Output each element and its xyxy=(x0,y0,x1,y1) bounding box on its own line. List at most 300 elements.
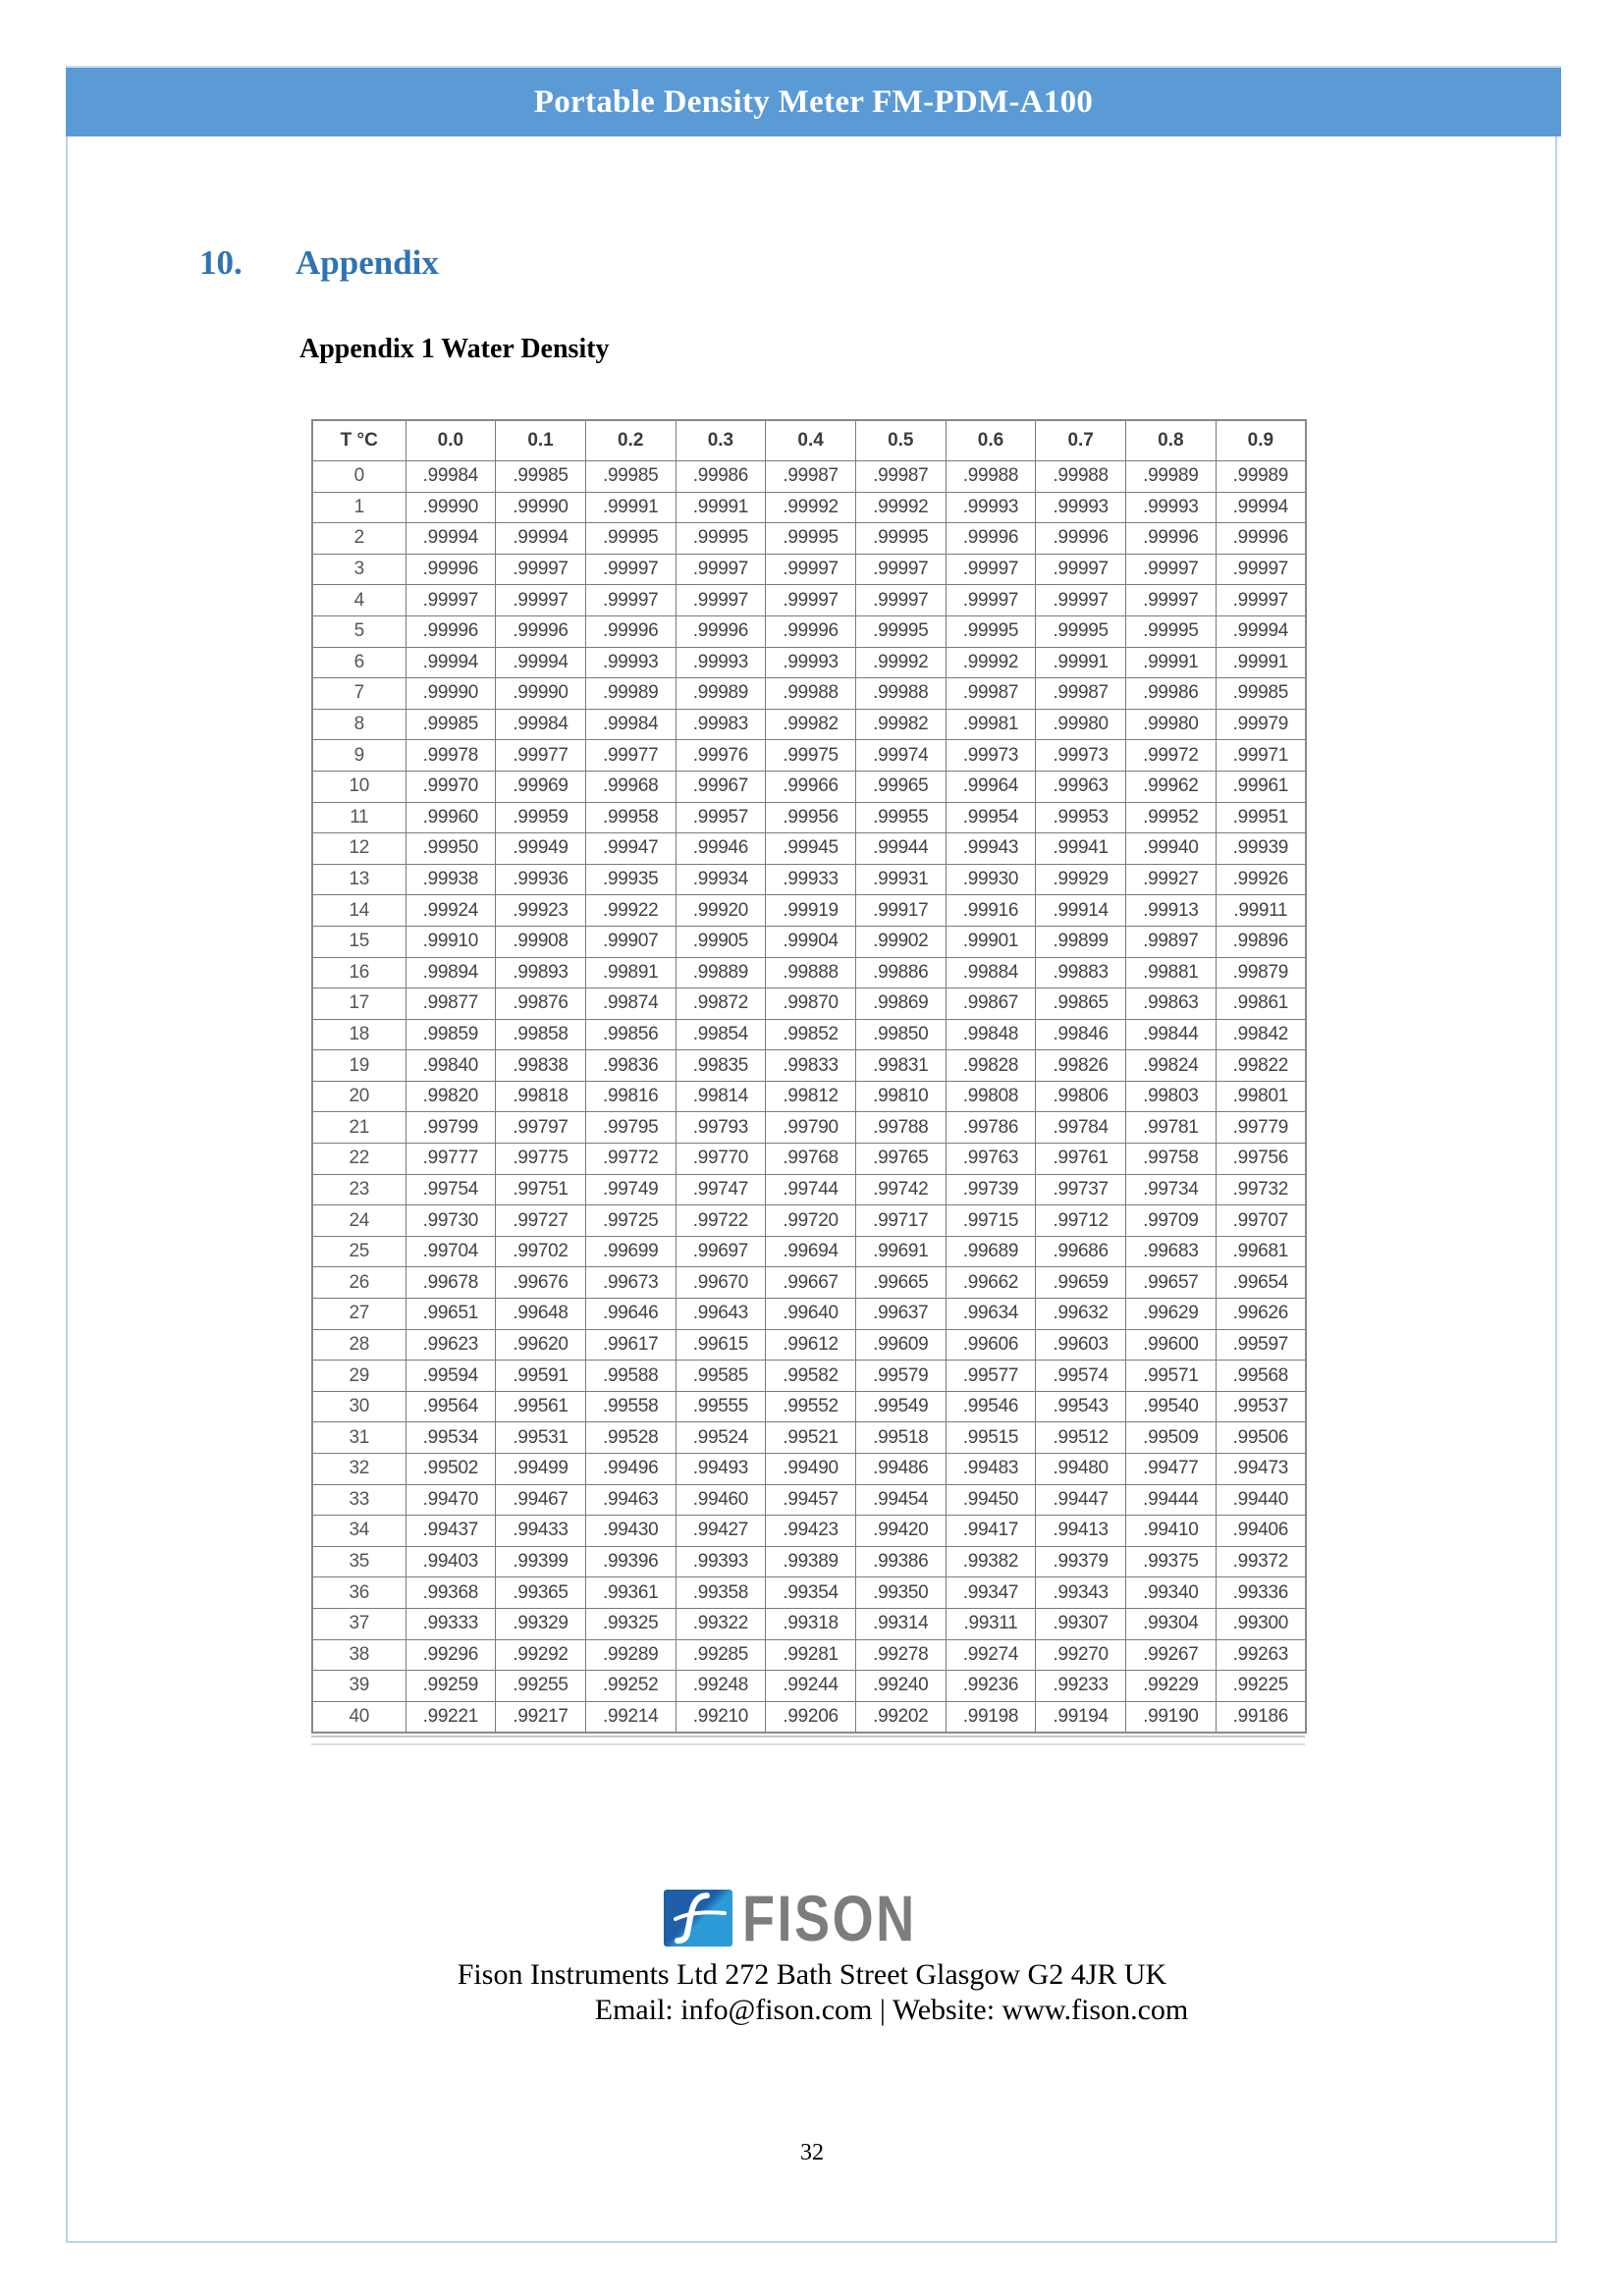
density-cell: .99950 xyxy=(406,833,496,865)
fison-f-logo-icon xyxy=(664,1890,732,1947)
column-header-decimal: 0.8 xyxy=(1126,420,1217,461)
density-cell: .99790 xyxy=(766,1112,856,1144)
density-cell: .99858 xyxy=(496,1019,586,1050)
density-cell: .99417 xyxy=(946,1516,1036,1547)
density-cell: .99991 xyxy=(1036,647,1126,678)
table-row xyxy=(312,1454,1306,1485)
density-cell: .99994 xyxy=(496,523,586,555)
density-cell: .99594 xyxy=(406,1361,496,1392)
density-cell: .99982 xyxy=(855,709,946,740)
density-cell: .99850 xyxy=(855,1019,946,1050)
density-cell: .99997 xyxy=(1216,554,1306,585)
density-cell: .99901 xyxy=(946,926,1036,957)
density-cell: .99758 xyxy=(1126,1144,1217,1175)
density-cell: .99989 xyxy=(1216,461,1306,493)
density-cell: .99997 xyxy=(1126,554,1217,585)
density-cell: .99988 xyxy=(766,678,856,710)
table-row xyxy=(312,523,1306,555)
column-header-decimal: 0.2 xyxy=(585,420,676,461)
density-cell: .99379 xyxy=(1036,1546,1126,1577)
density-cell: .99793 xyxy=(676,1112,766,1144)
temperature-cell: 1 xyxy=(312,492,406,523)
temperature-cell: 8 xyxy=(312,709,406,740)
density-cell: .99991 xyxy=(1126,647,1217,678)
temperature-cell: 35 xyxy=(312,1546,406,1577)
density-cell: .99665 xyxy=(855,1267,946,1299)
table-row xyxy=(312,1608,1306,1639)
table-row xyxy=(312,1174,1306,1205)
density-cell: .99971 xyxy=(1216,740,1306,772)
density-cell: .99797 xyxy=(496,1112,586,1144)
density-cell: .99806 xyxy=(1036,1081,1126,1112)
density-cell: .99477 xyxy=(1126,1454,1217,1485)
density-cell: .99836 xyxy=(585,1050,676,1082)
density-cell: .99214 xyxy=(585,1701,676,1733)
table-row xyxy=(312,1267,1306,1299)
density-cell: .99930 xyxy=(946,864,1036,895)
density-cell: .99712 xyxy=(1036,1205,1126,1237)
density-cell: .99623 xyxy=(406,1329,496,1361)
table-row xyxy=(312,461,1306,493)
column-header-decimal: 0.6 xyxy=(946,420,1036,461)
density-cell: .99233 xyxy=(1036,1671,1126,1702)
density-cell: .99969 xyxy=(496,771,586,802)
density-cell: .99960 xyxy=(406,802,496,833)
density-cell: .99997 xyxy=(855,554,946,585)
density-cell: .99989 xyxy=(585,678,676,710)
density-cell: .99810 xyxy=(855,1081,946,1112)
density-cell: .99640 xyxy=(766,1299,856,1330)
density-cell: .99856 xyxy=(585,1019,676,1050)
density-cell: .99826 xyxy=(1036,1050,1126,1082)
column-header-decimal: 0.4 xyxy=(766,420,856,461)
density-cell: .99768 xyxy=(766,1144,856,1175)
density-cell: .99943 xyxy=(946,833,1036,865)
density-cell: .99924 xyxy=(406,895,496,927)
density-cell: .99996 xyxy=(496,615,586,647)
density-cell: .99433 xyxy=(496,1516,586,1547)
density-cell: .99965 xyxy=(855,771,946,802)
density-cell: .99375 xyxy=(1126,1546,1217,1577)
density-cell: .99978 xyxy=(406,740,496,772)
fison-logo xyxy=(664,1882,955,1954)
density-cell: .99863 xyxy=(1126,988,1217,1020)
density-cell: .99985 xyxy=(496,461,586,493)
table-row xyxy=(312,926,1306,957)
density-cell: .99989 xyxy=(676,678,766,710)
column-header-decimal: 0.7 xyxy=(1036,420,1126,461)
density-cell: .99997 xyxy=(1036,585,1126,616)
density-cell: .99609 xyxy=(855,1329,946,1361)
density-cell: .99582 xyxy=(766,1361,856,1392)
density-cell: .99502 xyxy=(406,1454,496,1485)
density-cell: .99812 xyxy=(766,1081,856,1112)
density-cell: .99929 xyxy=(1036,864,1126,895)
density-cell: .99537 xyxy=(1216,1391,1306,1422)
density-cell: .99997 xyxy=(496,585,586,616)
density-cell: .99893 xyxy=(496,957,586,988)
density-cell: .99372 xyxy=(1216,1546,1306,1577)
table-row xyxy=(312,1701,1306,1733)
density-cell: .99646 xyxy=(585,1299,676,1330)
density-cell: .99515 xyxy=(946,1422,1036,1454)
temperature-cell: 6 xyxy=(312,647,406,678)
density-cell: .99993 xyxy=(766,647,856,678)
density-cell: .99828 xyxy=(946,1050,1036,1082)
density-cell: .99974 xyxy=(855,740,946,772)
density-cell: .99964 xyxy=(946,771,1036,802)
table-row xyxy=(312,1205,1306,1237)
density-cell: .99781 xyxy=(1126,1112,1217,1144)
density-cell: .99896 xyxy=(1216,926,1306,957)
density-cell: .99552 xyxy=(766,1391,856,1422)
density-cell: .99763 xyxy=(946,1144,1036,1175)
density-cell: .99874 xyxy=(585,988,676,1020)
density-cell: .99996 xyxy=(1126,523,1217,555)
temperature-cell: 17 xyxy=(312,988,406,1020)
table-row xyxy=(312,771,1306,802)
density-cell: .99979 xyxy=(1216,709,1306,740)
density-cell: .99939 xyxy=(1216,833,1306,865)
density-cell: .99973 xyxy=(946,740,1036,772)
density-cell: .99988 xyxy=(855,678,946,710)
temperature-cell: 19 xyxy=(312,1050,406,1082)
density-cell: .99986 xyxy=(676,461,766,493)
temperature-cell: 16 xyxy=(312,957,406,988)
density-cell: .99430 xyxy=(585,1516,676,1547)
temperature-cell: 15 xyxy=(312,926,406,957)
density-cell: .99968 xyxy=(585,771,676,802)
density-cell: .99329 xyxy=(496,1608,586,1639)
footer-address: Fison Instruments Ltd 272 Bath Street Glasgow G2 4JR UK xyxy=(457,1958,1167,1991)
density-cell: .99626 xyxy=(1216,1299,1306,1330)
density-cell: .99564 xyxy=(406,1391,496,1422)
density-cell: .99872 xyxy=(676,988,766,1020)
density-cell: .99984 xyxy=(496,709,586,740)
density-cell: .99382 xyxy=(946,1546,1036,1577)
density-cell: .99654 xyxy=(1216,1267,1306,1299)
fison-logo-text: FISON xyxy=(742,1882,917,1954)
density-cell: .99894 xyxy=(406,957,496,988)
density-cell: .99467 xyxy=(496,1484,586,1516)
density-cell: .99691 xyxy=(855,1236,946,1267)
page-number: 32 xyxy=(800,2140,824,2165)
density-cell: .99861 xyxy=(1216,988,1306,1020)
density-cell: .99318 xyxy=(766,1608,856,1639)
density-cell: .99808 xyxy=(946,1081,1036,1112)
density-cell: .99905 xyxy=(676,926,766,957)
density-cell: .99923 xyxy=(496,895,586,927)
density-cell: .99886 xyxy=(855,957,946,988)
density-cell: .99995 xyxy=(855,523,946,555)
density-cell: .99973 xyxy=(1036,740,1126,772)
density-cell: .99945 xyxy=(766,833,856,865)
density-cell: .99742 xyxy=(855,1174,946,1205)
density-cell: .99267 xyxy=(1126,1639,1217,1671)
temperature-cell: 31 xyxy=(312,1422,406,1454)
density-cell: .99549 xyxy=(855,1391,946,1422)
density-cell: .99907 xyxy=(585,926,676,957)
table-row xyxy=(312,1050,1306,1082)
density-cell: .99795 xyxy=(585,1112,676,1144)
density-cell: .99670 xyxy=(676,1267,766,1299)
density-cell: .99941 xyxy=(1036,833,1126,865)
density-cell: .99365 xyxy=(496,1577,586,1609)
table-header-row xyxy=(312,420,1306,461)
density-cell: .99919 xyxy=(766,895,856,927)
temperature-cell: 18 xyxy=(312,1019,406,1050)
density-cell: .99396 xyxy=(585,1546,676,1577)
density-cell: .99951 xyxy=(1216,802,1306,833)
density-cell: .99818 xyxy=(496,1081,586,1112)
density-cell: .99588 xyxy=(585,1361,676,1392)
density-cell: .99996 xyxy=(676,615,766,647)
density-cell: .99620 xyxy=(496,1329,586,1361)
density-cell: .99637 xyxy=(855,1299,946,1330)
density-cell: .99995 xyxy=(585,523,676,555)
density-cell: .99651 xyxy=(406,1299,496,1330)
density-cell: .99996 xyxy=(766,615,856,647)
table-row xyxy=(312,1299,1306,1330)
density-cell: .99720 xyxy=(766,1205,856,1237)
density-cell: .99386 xyxy=(855,1546,946,1577)
density-cell: .99908 xyxy=(496,926,586,957)
density-cell: .99444 xyxy=(1126,1484,1217,1516)
density-cell: .99788 xyxy=(855,1112,946,1144)
density-cell: .99361 xyxy=(585,1577,676,1609)
density-cell: .99336 xyxy=(1216,1577,1306,1609)
density-cell: .99333 xyxy=(406,1608,496,1639)
temperature-cell: 10 xyxy=(312,771,406,802)
section-title: Appendix xyxy=(296,243,439,282)
column-header-decimal: 0.3 xyxy=(676,420,766,461)
density-cell: .99996 xyxy=(585,615,676,647)
table-body xyxy=(312,461,1306,1734)
density-cell: .99991 xyxy=(585,492,676,523)
density-cell: .99840 xyxy=(406,1050,496,1082)
density-cell: .99959 xyxy=(496,802,586,833)
density-cell: .99311 xyxy=(946,1608,1036,1639)
density-cell: .99634 xyxy=(946,1299,1036,1330)
density-cell: .99997 xyxy=(585,585,676,616)
density-cell: .99854 xyxy=(676,1019,766,1050)
table-row xyxy=(312,709,1306,740)
density-cell: .99984 xyxy=(406,461,496,493)
density-cell: .99997 xyxy=(585,554,676,585)
temperature-cell: 32 xyxy=(312,1454,406,1485)
density-cell: .99993 xyxy=(1126,492,1217,523)
density-cell: .99995 xyxy=(766,523,856,555)
density-cell: .99546 xyxy=(946,1391,1036,1422)
temperature-cell: 20 xyxy=(312,1081,406,1112)
density-cell: .99531 xyxy=(496,1422,586,1454)
density-cell: .99460 xyxy=(676,1484,766,1516)
density-cell: .99934 xyxy=(676,864,766,895)
density-cell: .99524 xyxy=(676,1422,766,1454)
density-cell: .99988 xyxy=(946,461,1036,493)
density-cell: .99870 xyxy=(766,988,856,1020)
density-cell: .99274 xyxy=(946,1639,1036,1671)
density-cell: .99922 xyxy=(585,895,676,927)
density-cell: .99699 xyxy=(585,1236,676,1267)
density-cell: .99848 xyxy=(946,1019,1036,1050)
density-cell: .99229 xyxy=(1126,1671,1217,1702)
density-cell: .99997 xyxy=(676,554,766,585)
density-cell: .99992 xyxy=(855,492,946,523)
density-cell: .99568 xyxy=(1216,1361,1306,1392)
density-cell: .99784 xyxy=(1036,1112,1126,1144)
density-cell: .99992 xyxy=(946,647,1036,678)
density-cell: .99289 xyxy=(585,1639,676,1671)
table-row xyxy=(312,1361,1306,1392)
density-cell: .99997 xyxy=(766,585,856,616)
temperature-cell: 2 xyxy=(312,523,406,555)
density-cell: .99884 xyxy=(946,957,1036,988)
section-heading xyxy=(199,243,439,283)
density-cell: .99198 xyxy=(946,1701,1036,1733)
density-cell: .99296 xyxy=(406,1639,496,1671)
density-cell: .99528 xyxy=(585,1422,676,1454)
table-row xyxy=(312,802,1306,833)
density-cell: .99936 xyxy=(496,864,586,895)
table-row xyxy=(312,1081,1306,1112)
density-cell: .99897 xyxy=(1126,926,1217,957)
density-cell: .99997 xyxy=(1036,554,1126,585)
density-cell: .99737 xyxy=(1036,1174,1126,1205)
temperature-cell: 24 xyxy=(312,1205,406,1237)
density-cell: .99617 xyxy=(585,1329,676,1361)
table-row xyxy=(312,1671,1306,1702)
density-cell: .99876 xyxy=(496,988,586,1020)
document-header xyxy=(66,66,1561,136)
density-cell: .99775 xyxy=(496,1144,586,1175)
density-cell: .99996 xyxy=(1216,523,1306,555)
density-cell: .99987 xyxy=(946,678,1036,710)
density-cell: .99585 xyxy=(676,1361,766,1392)
density-cell: .99423 xyxy=(766,1516,856,1547)
density-cell: .99935 xyxy=(585,864,676,895)
density-cell: .99996 xyxy=(406,615,496,647)
density-cell: .99389 xyxy=(766,1546,856,1577)
density-cell: .99470 xyxy=(406,1484,496,1516)
temperature-cell: 26 xyxy=(312,1267,406,1299)
density-cell: .99952 xyxy=(1126,802,1217,833)
density-cell: .99995 xyxy=(1036,615,1126,647)
density-cell: .99676 xyxy=(496,1267,586,1299)
table-row xyxy=(312,1391,1306,1422)
density-cell: .99577 xyxy=(946,1361,1036,1392)
density-cell: .99217 xyxy=(496,1701,586,1733)
density-cell: .99420 xyxy=(855,1516,946,1547)
density-cell: .99877 xyxy=(406,988,496,1020)
density-cell: .99954 xyxy=(946,802,1036,833)
density-cell: .99838 xyxy=(496,1050,586,1082)
temperature-cell: 33 xyxy=(312,1484,406,1516)
density-cell: .99994 xyxy=(496,647,586,678)
density-cell: .99904 xyxy=(766,926,856,957)
density-cell: .99966 xyxy=(766,771,856,802)
temperature-cell: 25 xyxy=(312,1236,406,1267)
density-cell: .99534 xyxy=(406,1422,496,1454)
density-cell: .99657 xyxy=(1126,1267,1217,1299)
density-cell: .99300 xyxy=(1216,1608,1306,1639)
density-cell: .99938 xyxy=(406,864,496,895)
density-cell: .99629 xyxy=(1126,1299,1217,1330)
density-cell: .99473 xyxy=(1216,1454,1306,1485)
density-cell: .99427 xyxy=(676,1516,766,1547)
temperature-cell: 28 xyxy=(312,1329,406,1361)
temperature-cell: 5 xyxy=(312,615,406,647)
density-cell: .99981 xyxy=(946,709,1036,740)
table-row xyxy=(312,1484,1306,1516)
density-cell: .99399 xyxy=(496,1546,586,1577)
density-cell: .99770 xyxy=(676,1144,766,1175)
density-cell: .99987 xyxy=(766,461,856,493)
temperature-cell: 29 xyxy=(312,1361,406,1392)
density-cell: .99350 xyxy=(855,1577,946,1609)
density-cell: .99694 xyxy=(766,1236,856,1267)
density-cell: .99673 xyxy=(585,1267,676,1299)
density-cell: .99186 xyxy=(1216,1701,1306,1733)
density-cell: .99749 xyxy=(585,1174,676,1205)
density-cell: .99992 xyxy=(855,647,946,678)
density-cell: .99927 xyxy=(1126,864,1217,895)
density-cell: .99995 xyxy=(1126,615,1217,647)
density-cell: .99632 xyxy=(1036,1299,1126,1330)
density-cell: .99236 xyxy=(946,1671,1036,1702)
density-cell: .99962 xyxy=(1126,771,1217,802)
density-cell: .99997 xyxy=(676,585,766,616)
density-cell: .99558 xyxy=(585,1391,676,1422)
density-cell: .99852 xyxy=(766,1019,856,1050)
density-cell: .99899 xyxy=(1036,926,1126,957)
density-cell: .99281 xyxy=(766,1639,856,1671)
density-cell: .99765 xyxy=(855,1144,946,1175)
density-cell: .99972 xyxy=(1126,740,1217,772)
density-cell: .99761 xyxy=(1036,1144,1126,1175)
density-cell: .99970 xyxy=(406,771,496,802)
density-cell: .99248 xyxy=(676,1671,766,1702)
density-cell: .99597 xyxy=(1216,1329,1306,1361)
table-row xyxy=(312,492,1306,523)
density-cell: .99543 xyxy=(1036,1391,1126,1422)
density-cell: .99518 xyxy=(855,1422,946,1454)
density-cell: .99450 xyxy=(946,1484,1036,1516)
density-cell: .99340 xyxy=(1126,1577,1217,1609)
density-cell: .99686 xyxy=(1036,1236,1126,1267)
density-cell: .99994 xyxy=(406,523,496,555)
density-cell: .99931 xyxy=(855,864,946,895)
density-cell: .99947 xyxy=(585,833,676,865)
density-cell: .99879 xyxy=(1216,957,1306,988)
density-cell: .99347 xyxy=(946,1577,1036,1609)
density-cell: .99225 xyxy=(1216,1671,1306,1702)
density-cell: .99255 xyxy=(496,1671,586,1702)
density-cell: .99561 xyxy=(496,1391,586,1422)
density-cell: .99997 xyxy=(766,554,856,585)
density-cell: .99678 xyxy=(406,1267,496,1299)
density-cell: .99406 xyxy=(1216,1516,1306,1547)
density-cell: .99987 xyxy=(1036,678,1126,710)
density-cell: .99888 xyxy=(766,957,856,988)
temperature-cell: 7 xyxy=(312,678,406,710)
density-cell: .99835 xyxy=(676,1050,766,1082)
density-cell: .99997 xyxy=(496,554,586,585)
density-cell: .99991 xyxy=(1216,647,1306,678)
density-cell: .99977 xyxy=(585,740,676,772)
density-cell: .99463 xyxy=(585,1484,676,1516)
density-cell: .99926 xyxy=(1216,864,1306,895)
